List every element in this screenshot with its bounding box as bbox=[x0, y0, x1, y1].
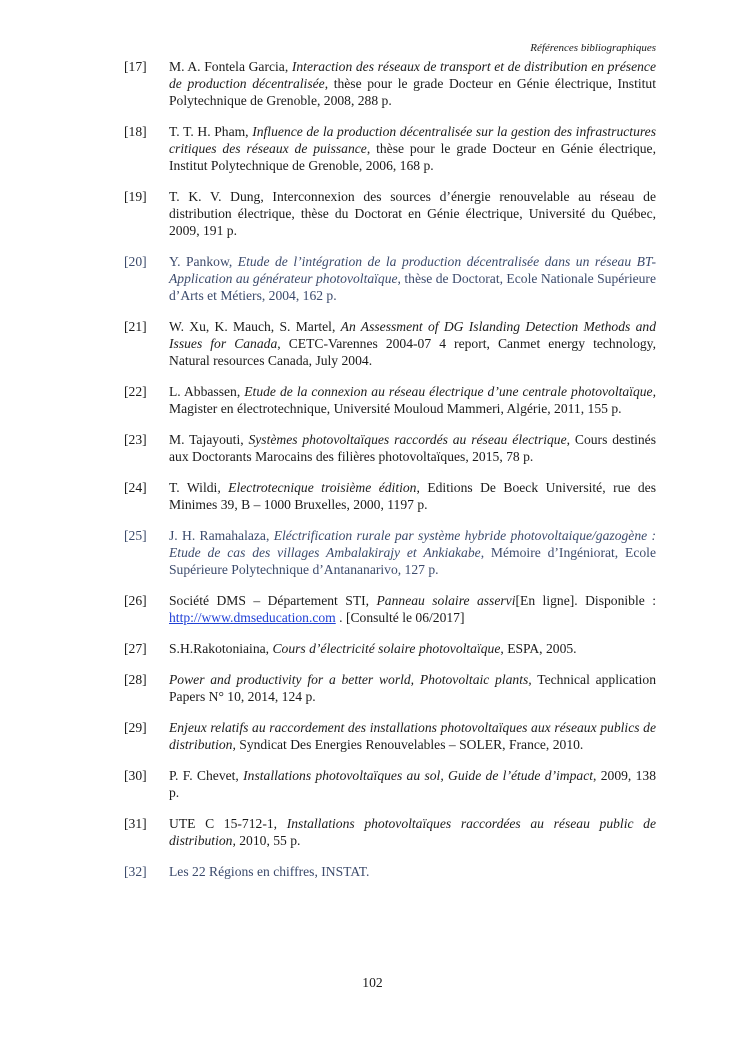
reference-text: , thèse pour le grade Docteur en Génie électrique, Institut Polytechnique de Grenoble, 2008, 288 p. bbox=[169, 76, 656, 108]
reference-title: Panneau solaire asservi bbox=[376, 593, 516, 608]
reference-title: Power and productivity for a better world, Photovoltaic plants, bbox=[169, 672, 532, 687]
reference-number: [17] bbox=[124, 59, 147, 74]
reference-title: Installations photovoltaïques au sol, Guide de l’étude d’impact bbox=[243, 768, 594, 783]
reference-text: Technical application Papers N° 10, 2014, 124 p. bbox=[169, 672, 656, 704]
reference-item bbox=[124, 640, 656, 657]
reference-item bbox=[124, 671, 656, 705]
reference-number: [24] bbox=[124, 480, 147, 495]
reference-number: [22] bbox=[124, 384, 147, 399]
reference-text: [En ligne]. Disponible : bbox=[515, 593, 656, 608]
reference-number: [25] bbox=[124, 528, 147, 543]
reference-title: Cours d’électricité solaire photovoltaïque bbox=[272, 641, 501, 656]
reference-item bbox=[124, 719, 656, 753]
reference-text: , CETC-Varennes 2004-07 4 report, Canmet energy technology, Natural resources Canada, July 2004. bbox=[169, 336, 656, 368]
reference-item bbox=[124, 527, 656, 578]
reference-text: . [Consulté le 06/2017] bbox=[335, 610, 465, 625]
reference-text: S.H.Rakotoniaina, bbox=[169, 641, 273, 656]
reference-list bbox=[124, 58, 656, 894]
reference-title: , Electrotecnique troisième édition bbox=[217, 480, 417, 495]
reference-text: T. Wildi bbox=[169, 480, 218, 495]
reference-title: Eléctrification rurale par système hybride photovoltaique/gazogène : Etude de cas des villages Ambalakirajy et Ankiakabe bbox=[169, 528, 656, 560]
reference-title: Etude de l’intégration de la production décentralisée dans un réseau BT-Application au générateur photovoltaïque bbox=[169, 254, 657, 286]
reference-text: M. A. Fontela Garcia, bbox=[169, 59, 292, 74]
reference-title: Enjeux relatifs au raccordement des installations photovoltaïques aux réseaux publics de distribution, bbox=[169, 720, 656, 752]
reference-item bbox=[124, 863, 656, 880]
reference-text: , Mémoire d’Ingéniorat, Ecole Supérieure Polytechnique d’Antananarivo, 127 p. bbox=[169, 545, 656, 577]
reference-title: An Assessment of DG Islanding Detection Methods and Issues for Canada bbox=[169, 319, 656, 351]
reference-number: [31] bbox=[124, 816, 147, 831]
reference-text: Y. Pankow, bbox=[169, 254, 238, 269]
reference-text: UTE C 15-712-1, bbox=[169, 816, 287, 831]
reference-text: J. H. Ramahalaza, bbox=[169, 528, 274, 543]
reference-number: [30] bbox=[124, 768, 147, 783]
reference-text: , thèse pour le grade Docteur en Génie électrique, Institut Polytechnique de Grenoble, 2006, 168 p. bbox=[169, 141, 656, 173]
reference-number: [29] bbox=[124, 720, 147, 735]
reference-title: Influence de la production décentralisée sur la gestion des infrastructures critiques des réseaux de puissance bbox=[169, 124, 656, 156]
reference-item bbox=[124, 188, 656, 239]
reference-number: [18] bbox=[124, 124, 147, 139]
reference-text: Syndicat Des Energies Renouvelables – SOLER, France, 2010. bbox=[235, 737, 584, 752]
reference-text: 2010, 55 p. bbox=[235, 833, 301, 848]
reference-text: Magister en électrotechnique, Université Mouloud Mammeri, Algérie, 2011, 155 p. bbox=[169, 401, 622, 416]
reference-item bbox=[124, 318, 656, 369]
reference-text: , Cours destinés aux Doctorants Marocains des filières photovoltaïques, 2015, 78 p. bbox=[169, 432, 656, 464]
reference-item bbox=[124, 253, 656, 304]
reference-number: [20] bbox=[124, 254, 147, 269]
reference-title: Installations photovoltaïques raccordées au réseau public de distribution, bbox=[169, 816, 656, 848]
reference-number: [28] bbox=[124, 672, 147, 687]
reference-text: T. T. H. Pham, bbox=[169, 124, 253, 139]
reference-item bbox=[124, 383, 656, 417]
reference-text: Société DMS – Département STI, bbox=[169, 593, 377, 608]
reference-text: , thèse de Doctorat, Ecole Nationale Supérieure d’Arts et Métiers, 2004, 162 p. bbox=[169, 271, 656, 303]
reference-number: [19] bbox=[124, 189, 147, 204]
running-header: Références bibliographiques bbox=[530, 42, 656, 54]
reference-text: M. Tajayouti, bbox=[169, 432, 249, 447]
reference-item bbox=[124, 123, 656, 174]
reference-number: [26] bbox=[124, 593, 147, 608]
reference-text: , ESPA, 2005. bbox=[500, 641, 577, 656]
page-number: 102 bbox=[362, 975, 383, 990]
reference-text: Les 22 Régions en chiffres, INSTAT. bbox=[169, 864, 370, 879]
reference-title: Systèmes photovoltaïques raccordés au réseau électrique bbox=[248, 432, 567, 447]
reference-item bbox=[124, 767, 656, 801]
reference-text: W. Xu, K. Mauch, S. Martel, bbox=[169, 319, 341, 334]
reference-number: [21] bbox=[124, 319, 147, 334]
reference-item bbox=[124, 431, 656, 465]
reference-number: [23] bbox=[124, 432, 147, 447]
reference-title: Etude de la connexion au réseau électrique d’une centrale photovoltaïque, bbox=[244, 384, 656, 399]
reference-item bbox=[124, 592, 656, 626]
reference-number: [27] bbox=[124, 641, 147, 656]
reference-link[interactable]: http://www.dmseducation.com bbox=[169, 610, 336, 625]
reference-title: Interaction des réseaux de transport et de distribution en présence de production décentralisée bbox=[169, 59, 656, 91]
reference-item bbox=[124, 815, 656, 849]
reference-text: , Editions De Boeck Université, rue des Minimes 39, B – 1000 Bruxelles, 2000, 1197 p. bbox=[169, 480, 656, 512]
reference-text: L. Abbassen, bbox=[169, 384, 245, 399]
reference-text: , 2009, 138 p. bbox=[169, 768, 657, 800]
reference-text: T. K. V. Dung, Interconnexion des sources d’énergie renouvelable au réseau de distribution électrique, thèse du Doctorat en Génie électrique, Université du Québec, 2009, 191 p. bbox=[169, 189, 656, 238]
reference-number: [32] bbox=[124, 864, 147, 879]
reference-item bbox=[124, 479, 656, 513]
reference-text: P. F. Chevet, bbox=[169, 768, 244, 783]
reference-item bbox=[124, 58, 656, 109]
